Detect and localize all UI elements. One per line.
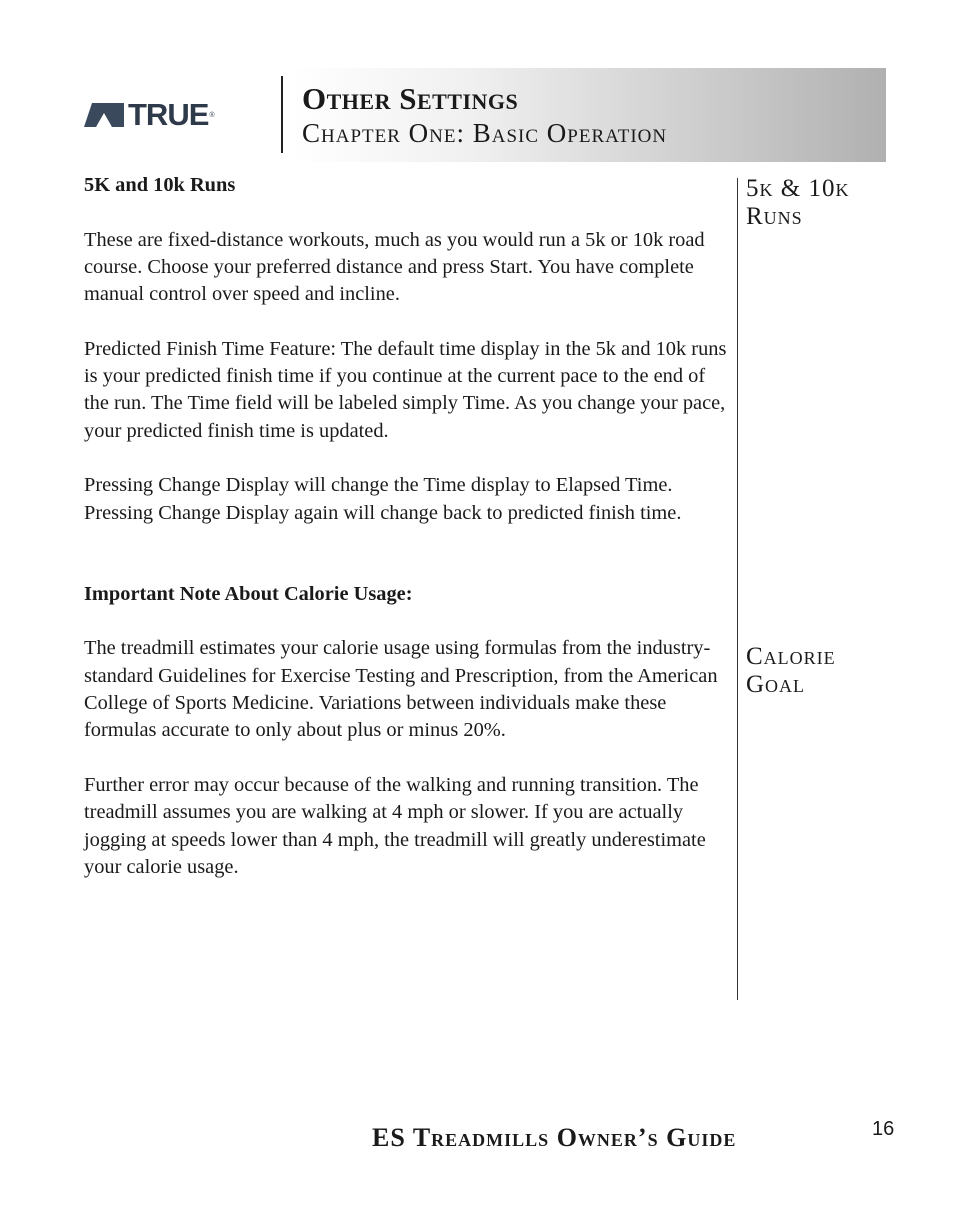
- page-number: 16: [872, 1118, 895, 1140]
- true-mountain-logo-icon: [84, 103, 124, 127]
- paragraph: Pressing Change Display will change the Time display to Elapsed Time. Pressing Change Display again will change back to predicted finish time.: [84, 474, 682, 524]
- logo-trademark: ®: [209, 111, 215, 119]
- brand-logo: [84, 97, 254, 132]
- chapter-subtitle: Chapter One: Basic Operation: [302, 118, 668, 148]
- section-heading-runs: 5K and 10k Runs: [84, 174, 236, 196]
- paragraph: Predicted Finish Time Feature: The default time display in the 5k and 10k runs is your predicted finish time if you continue at the current pace to the end of the run. The Time field will be labeled simply Time. As you change your pace, your predicted finish time is updated.: [84, 337, 727, 442]
- logo-text: TRUE: [128, 97, 209, 132]
- header-divider: [281, 76, 283, 153]
- margin-divider: [737, 178, 738, 1000]
- paragraph: Further error may occur because of the walking and running transition. The treadmill assumes you are walking at 4 mph or slower. If you are actually jogging at speeds lower than 4 mph, the treadmill will greatly underestimate your calorie usage.: [84, 773, 706, 878]
- page-title: Other Settings: [302, 81, 519, 116]
- margin-label-calorie: Calorie Goal: [746, 643, 836, 698]
- paragraph: These are fixed-distance workouts, much as you would run a 5k or 10k road course. Choose your preferred distance and press Start. You have complete manual control over speed and incline.: [84, 228, 705, 306]
- body-column: [84, 172, 732, 881]
- footer-title: ES Treadmills Owner’s Guide: [372, 1123, 737, 1152]
- paragraph: The treadmill estimates your calorie usage using formulas from the industry-standard Guidelines for Exercise Testing and Prescription, from the American College of Sports Medicine. Variations between individuals make these formulas accurate to only about plus or minus 20%.: [84, 637, 718, 742]
- margin-label-runs: 5k & 10k Runs: [746, 175, 850, 230]
- section-heading-calorie: Important Note About Calorie Usage:: [84, 582, 413, 605]
